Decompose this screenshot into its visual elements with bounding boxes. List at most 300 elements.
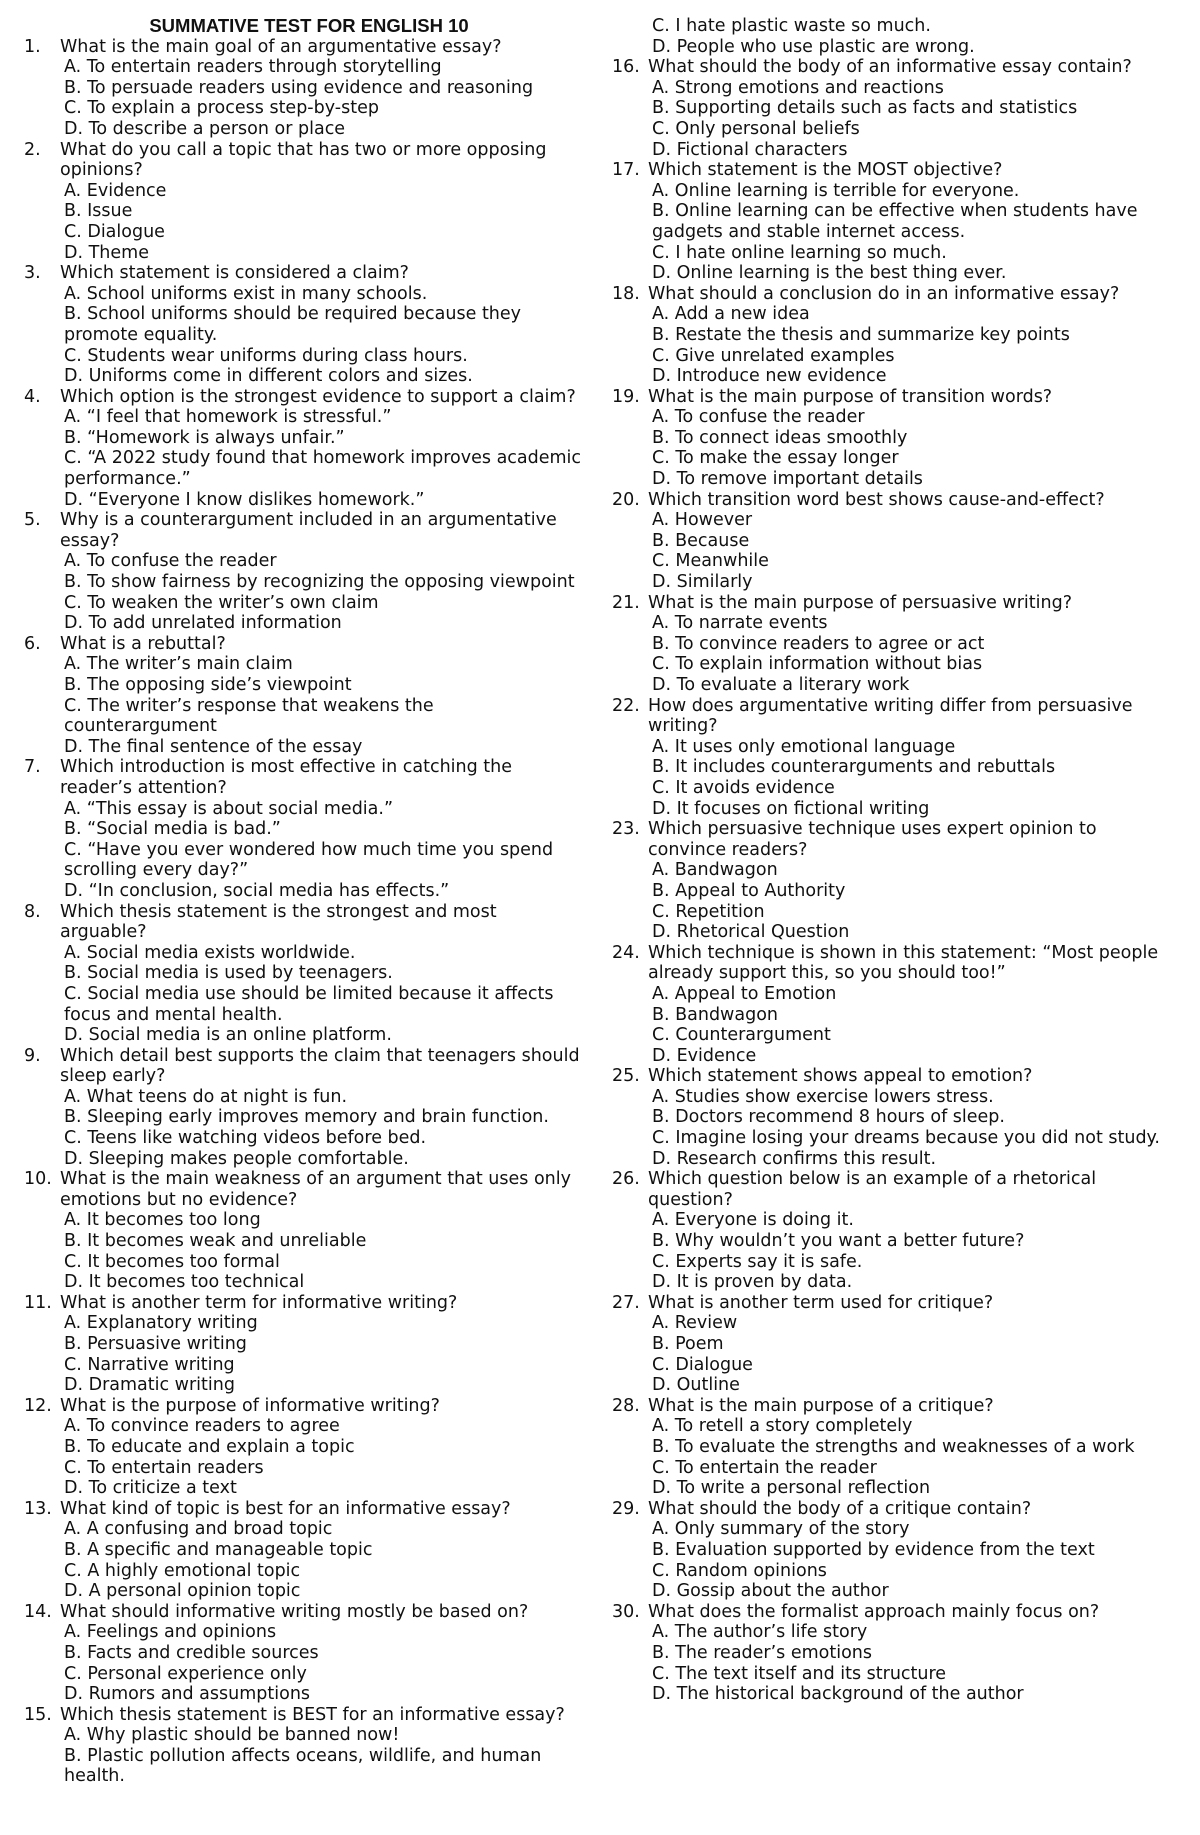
answer-option xyxy=(64,201,594,222)
answer-option-line: A. Studies show exercise lowers stress. xyxy=(652,1086,994,1107)
question-text-line: What should informative writing mostly be based on? xyxy=(60,1601,529,1622)
answer-option xyxy=(64,1540,594,1561)
answer-option-line: A. Add a new idea xyxy=(652,304,810,325)
answer-option-line: C. Dialogue xyxy=(652,1354,753,1375)
answer-option-line: B. Facts and credible sources xyxy=(64,1642,319,1663)
answer-option-line: D. Rhetorical Question xyxy=(652,922,850,943)
answer-option xyxy=(64,593,594,614)
answer-option xyxy=(64,448,594,489)
answer-option-line: C. I hate online learning so much. xyxy=(652,242,947,263)
question-number: 26. xyxy=(612,1169,640,1190)
answer-option xyxy=(64,1725,594,1746)
question-number: 22. xyxy=(612,695,640,716)
answer-option-line: health. xyxy=(64,1766,125,1787)
question-item xyxy=(612,1499,1187,1602)
answer-options xyxy=(612,1416,1187,1498)
question-stem xyxy=(24,1602,594,1623)
answer-option xyxy=(64,1334,594,1355)
question-item xyxy=(612,1293,1187,1396)
answer-option-line: D. To describe a person or place xyxy=(64,118,346,139)
question-text-line: writing? xyxy=(648,716,718,737)
answer-option xyxy=(652,654,1187,675)
answer-option-line: B. Online learning can be effective when students have xyxy=(652,201,1138,222)
answer-options xyxy=(24,1210,594,1292)
answer-option-line: B. “Homework is always unfair.” xyxy=(64,427,345,448)
question-stem xyxy=(24,634,594,655)
question-text-line: What does the formalist approach mainly focus on? xyxy=(648,1601,1100,1622)
answer-option xyxy=(652,1128,1187,1149)
question-item xyxy=(24,1169,594,1293)
answer-option xyxy=(64,1375,594,1396)
question-stem xyxy=(24,1293,594,1314)
question-item xyxy=(612,696,1187,820)
question-text-line: What is another term for informative writing? xyxy=(60,1292,458,1313)
answer-option-line: C. Random opinions xyxy=(652,1560,827,1581)
question-text xyxy=(648,1066,1187,1087)
question-stem xyxy=(24,263,594,284)
answer-option-line: D. Evidence xyxy=(652,1045,757,1066)
answer-option-line: A. Bandwagon xyxy=(652,860,778,881)
question-item xyxy=(24,1396,594,1499)
answer-option-line: D. It becomes too technical xyxy=(64,1272,305,1293)
answer-option xyxy=(652,778,1187,799)
question-stem xyxy=(612,1066,1187,1087)
answer-option-line: A. Feelings and opinions xyxy=(64,1622,277,1643)
answer-option xyxy=(652,984,1187,1005)
question-item xyxy=(612,1169,1187,1293)
answer-option-line: B. A specific and manageable topic xyxy=(64,1539,373,1560)
answer-options xyxy=(24,654,594,757)
answer-option xyxy=(64,1355,594,1376)
answer-option-line: A. Only summary of the story xyxy=(652,1519,910,1540)
answer-option-line: focus and mental health. xyxy=(64,1004,283,1025)
answer-option xyxy=(652,1458,1187,1479)
answer-option xyxy=(652,902,1187,923)
answer-options xyxy=(24,799,594,902)
answer-options xyxy=(612,181,1187,284)
answer-option xyxy=(64,1561,594,1582)
answer-options xyxy=(612,1313,1187,1395)
answer-option-line: counterargument xyxy=(64,716,217,737)
question-item xyxy=(612,284,1187,387)
answer-option-line: A. School uniforms exist in many schools. xyxy=(64,283,428,304)
question-item xyxy=(24,1293,594,1396)
question-text xyxy=(60,1396,594,1417)
answer-option xyxy=(64,654,594,675)
answer-option xyxy=(652,1046,1187,1067)
question-stem xyxy=(612,1499,1187,1520)
answer-option xyxy=(652,448,1187,469)
question-number: 8. xyxy=(24,901,41,922)
question-text-line: What is the purpose of informative writing? xyxy=(60,1395,440,1416)
answer-option-line: D. The final sentence of the essay xyxy=(64,736,363,757)
question-item xyxy=(612,387,1187,490)
answer-option-line: C. Repetition xyxy=(652,901,765,922)
answer-option xyxy=(652,1272,1187,1293)
question-text-line: What is the main purpose of a critique? xyxy=(648,1395,994,1416)
answer-option-line: D. The historical background of the author xyxy=(652,1684,1024,1705)
question-number: 21. xyxy=(612,592,640,613)
answer-option-line: D. “In conclusion, social media has effects.” xyxy=(64,880,450,901)
answer-option-line: promote equality. xyxy=(64,324,218,345)
answer-option-line: B. To connect ideas smoothly xyxy=(652,427,908,448)
question-text-line: Which option is the strongest evidence to support a claim? xyxy=(60,386,576,407)
answer-options xyxy=(24,407,594,510)
question-text-line: What is the main purpose of transition words? xyxy=(648,386,1053,407)
answer-option-line: D. “Everyone I know dislikes homework.” xyxy=(64,489,425,510)
answer-option-line: B. To show fairness by recognizing the opposing viewpoint xyxy=(64,572,575,593)
answer-option xyxy=(652,1540,1187,1561)
answer-option-line: D. It is proven by data. xyxy=(652,1272,853,1293)
answer-option xyxy=(64,1581,594,1602)
answer-option xyxy=(652,1252,1187,1273)
answer-option xyxy=(64,1087,594,1108)
question-text-line: What is another term used for critique? xyxy=(648,1292,994,1313)
question-stem xyxy=(612,387,1187,408)
answer-option xyxy=(652,510,1187,531)
answer-option-line: C. The writer’s response that weakens the xyxy=(64,695,434,716)
answer-option-line: D. Rumors and assumptions xyxy=(64,1684,311,1705)
answer-option-line: B. Why wouldn’t you want a better future? xyxy=(652,1231,1025,1252)
answer-options xyxy=(612,407,1187,489)
question-text-line: How does argumentative writing differ from persuasive xyxy=(648,695,1133,716)
answer-option xyxy=(652,1313,1187,1334)
answer-option xyxy=(64,881,594,902)
answer-option-line: C. “A 2022 study found that homework improves academic xyxy=(64,448,582,469)
answer-option xyxy=(652,304,1187,325)
answer-option xyxy=(64,346,594,367)
question-item xyxy=(24,1602,594,1705)
answer-option xyxy=(652,366,1187,387)
answer-options xyxy=(612,1622,1187,1704)
answer-option xyxy=(64,1025,594,1046)
question-text xyxy=(648,387,1187,408)
question-stem xyxy=(24,1046,594,1087)
question-stem xyxy=(612,284,1187,305)
question-item xyxy=(24,634,594,758)
answer-option-line: B. To educate and explain a topic xyxy=(64,1436,355,1457)
answer-option-line: B. Appeal to Authority xyxy=(652,880,846,901)
answer-option xyxy=(652,1684,1187,1705)
answer-option-line: C. To entertain the reader xyxy=(652,1457,877,1478)
answer-options xyxy=(612,737,1187,819)
question-item xyxy=(24,1046,594,1170)
answer-option-line: D. Research confirms this result. xyxy=(652,1148,937,1169)
question-text-line: convince readers? xyxy=(648,839,808,860)
question-text xyxy=(60,1169,594,1210)
question-text xyxy=(60,634,594,655)
left-column xyxy=(24,16,594,1787)
answer-option xyxy=(652,1375,1187,1396)
question-stem xyxy=(612,696,1187,737)
question-text xyxy=(60,510,594,551)
answer-option-line: D. To add unrelated information xyxy=(64,613,342,634)
answer-option-line: B. To evaluate the strengths and weaknesses of a work xyxy=(652,1436,1135,1457)
answer-option-line: A. Everyone is doing it. xyxy=(652,1210,854,1231)
answer-option xyxy=(64,551,594,572)
answer-option-line: A. Online learning is terrible for everyone. xyxy=(652,180,1020,201)
question-stem xyxy=(24,387,594,408)
question-text-line: What kind of topic is best for an informative essay? xyxy=(60,1498,511,1519)
answer-option xyxy=(64,181,594,202)
question-number: 10. xyxy=(24,1169,52,1190)
answer-option-line: A. Why plastic should be banned now! xyxy=(64,1725,400,1746)
question-stem xyxy=(612,160,1187,181)
answer-option-line: A. A confusing and broad topic xyxy=(64,1519,333,1540)
answer-option xyxy=(64,1643,594,1664)
question-text xyxy=(648,1499,1187,1520)
answer-option-line: D. Introduce new evidence xyxy=(652,366,887,387)
question-number: 9. xyxy=(24,1045,41,1066)
question-text xyxy=(60,140,594,181)
question-text-line: Which persuasive technique uses expert opinion to xyxy=(648,819,1097,840)
question-item xyxy=(24,510,594,634)
answer-option xyxy=(652,428,1187,449)
question-text-line: Which detail best supports the claim that teenagers should xyxy=(60,1045,580,1066)
answer-option xyxy=(64,222,594,243)
answer-option xyxy=(652,1622,1187,1643)
answer-options xyxy=(612,984,1187,1066)
answer-option-line: D. To remove important details xyxy=(652,469,923,490)
question-stem xyxy=(612,57,1187,78)
answer-option xyxy=(652,860,1187,881)
answer-option-line: A. To confuse the reader xyxy=(652,407,865,428)
answer-option-line: B. Social media is used by teenagers. xyxy=(64,963,393,984)
answer-options xyxy=(612,613,1187,695)
question-item xyxy=(24,387,594,511)
answer-option xyxy=(64,1107,594,1128)
right-column xyxy=(612,16,1187,1705)
question-stem xyxy=(612,1169,1187,1210)
answer-option xyxy=(652,1478,1187,1499)
answer-option-line: C. It avoids evidence xyxy=(652,777,835,798)
answer-option-line: B. Doctors recommend 8 hours of sleep. xyxy=(652,1107,1005,1128)
question-text-line: Which technique is shown in this statement: “Most people xyxy=(648,942,1159,963)
question-number: 7. xyxy=(24,757,41,778)
answer-option-line: C. To weaken the writer’s own claim xyxy=(64,592,379,613)
answer-option-line: D. Similarly xyxy=(652,572,753,593)
answer-option: C. I hate plastic waste so much. xyxy=(652,16,931,36)
answer-option xyxy=(64,1458,594,1479)
question-text xyxy=(648,284,1187,305)
answer-option-line: A. Strong emotions and reactions xyxy=(652,77,944,98)
answer-option xyxy=(64,243,594,264)
answer-option xyxy=(64,1622,594,1643)
answer-option xyxy=(652,346,1187,367)
answer-option-line: A. “I feel that homework is stressful.” xyxy=(64,407,392,428)
answer-option-line: D. Social media is an online platform. xyxy=(64,1025,392,1046)
question-text xyxy=(60,1705,594,1726)
answer-option xyxy=(64,963,594,984)
answer-option-line: A. To confuse the reader xyxy=(64,551,277,572)
question-item xyxy=(612,57,1187,160)
answer-options xyxy=(24,1622,594,1704)
answer-option xyxy=(652,1210,1187,1231)
answer-option xyxy=(652,181,1187,202)
question-number: 25. xyxy=(612,1066,640,1087)
question-item xyxy=(24,1705,594,1787)
question-item xyxy=(612,943,1187,1067)
answer-option-line: B. School uniforms should be required because they xyxy=(64,304,522,325)
question-text xyxy=(60,37,594,58)
answer-option xyxy=(64,428,594,449)
question-text xyxy=(648,943,1187,984)
question-number: 15. xyxy=(24,1704,52,1725)
question-text-line: question? xyxy=(648,1189,733,1210)
answer-option-line: A. Explanatory writing xyxy=(64,1313,258,1334)
answer-option xyxy=(652,201,1187,242)
answer-option-line: C. Students wear uniforms during class hours. xyxy=(64,345,468,366)
answer-option xyxy=(652,325,1187,346)
question-text xyxy=(648,160,1187,181)
answer-option xyxy=(64,78,594,99)
question-number: 29. xyxy=(612,1498,640,1519)
answer-option-line: D. Gossip about the author xyxy=(652,1581,889,1602)
question-item xyxy=(24,902,594,1046)
answer-option-line: B. Issue xyxy=(64,201,133,222)
question-text xyxy=(60,1602,594,1623)
answer-option xyxy=(652,737,1187,758)
answer-options xyxy=(24,57,594,139)
answer-option xyxy=(652,1664,1187,1685)
answer-option xyxy=(652,799,1187,820)
answer-options xyxy=(24,284,594,387)
answer-option-line: C. Only personal beliefs xyxy=(652,118,860,139)
question-number: 27. xyxy=(612,1292,640,1313)
answer-option-line: B. Plastic pollution affects oceans, wildlife, and human xyxy=(64,1745,542,1766)
answer-options xyxy=(612,1519,1187,1601)
answer-option xyxy=(652,1355,1187,1376)
question-text xyxy=(648,1602,1187,1623)
answer-option xyxy=(64,1664,594,1685)
answer-option xyxy=(652,119,1187,140)
question-text xyxy=(60,387,594,408)
question-text-line: What should the body of an informative essay contain? xyxy=(648,57,1132,78)
question-text xyxy=(648,490,1187,511)
answer-option-line: D. Sleeping makes people comfortable. xyxy=(64,1148,409,1169)
answer-options xyxy=(24,1416,594,1498)
question-item xyxy=(612,1066,1187,1169)
question-item xyxy=(24,140,594,264)
question-text-line: opinions? xyxy=(60,160,143,181)
answer-option-line: C. To explain a process step-by-step xyxy=(64,98,379,119)
question-stem xyxy=(24,510,594,551)
answer-options xyxy=(612,304,1187,386)
answer-option xyxy=(64,1478,594,1499)
answer-option-line: A. It becomes too long xyxy=(64,1210,261,1231)
question-number: 28. xyxy=(612,1395,640,1416)
question-text-line: Which thesis statement is BEST for an informative essay? xyxy=(60,1704,565,1725)
answer-option xyxy=(652,634,1187,655)
answer-option-line: C. Teens like watching videos before bed. xyxy=(64,1128,427,1149)
answer-options xyxy=(24,1725,594,1787)
question-number: 30. xyxy=(612,1601,640,1622)
answer-option-line: A. It uses only emotional language xyxy=(652,736,956,757)
answer-option xyxy=(652,551,1187,572)
answer-option-line: A. To convince readers to agree xyxy=(64,1416,340,1437)
question-text-line: sleep early? xyxy=(60,1066,166,1087)
answer-option-line: B. Persuasive writing xyxy=(64,1334,247,1354)
answer-option-line: A. Evidence xyxy=(64,180,167,201)
question-item xyxy=(612,1602,1187,1705)
answer-option xyxy=(64,696,594,737)
question-text-line: What is a rebuttal? xyxy=(60,633,226,654)
answer-option xyxy=(652,78,1187,99)
question-text xyxy=(60,263,594,284)
answer-option-line: A. However xyxy=(652,510,753,531)
question-stem xyxy=(612,943,1187,984)
answer-option xyxy=(652,1643,1187,1664)
question-text-line: What should a conclusion do in an informative essay? xyxy=(648,283,1120,304)
question-number: 6. xyxy=(24,633,41,654)
answer-option xyxy=(64,840,594,881)
answer-option-line: B. Restate the thesis and summarize key points xyxy=(652,324,1070,345)
question-number: 14. xyxy=(24,1601,52,1622)
question-stem xyxy=(24,757,594,798)
answer-options xyxy=(24,551,594,633)
question-text xyxy=(648,696,1187,737)
answer-option xyxy=(652,469,1187,490)
question-number: 19. xyxy=(612,386,640,407)
question-item xyxy=(24,757,594,901)
answer-option xyxy=(652,531,1187,552)
answer-options xyxy=(24,181,594,263)
answer-option-line: C. To make the essay longer xyxy=(652,448,899,469)
answer-option xyxy=(64,613,594,634)
answer-option-line: C. Social media use should be limited because it affects xyxy=(64,983,554,1004)
answer-option-line: C. To entertain readers xyxy=(64,1457,264,1478)
question-text-line: emotions but no evidence? xyxy=(60,1189,298,1210)
answer-option-line: A. Review xyxy=(652,1313,738,1334)
answer-option-line: C. Meanwhile xyxy=(652,551,769,572)
answer-option xyxy=(64,675,594,696)
answer-option-line: performance.” xyxy=(64,469,191,490)
answer-option-line: D. To write a personal reflection xyxy=(652,1478,931,1499)
answer-options xyxy=(24,1313,594,1395)
answer-option-line: C. Imagine losing your dreams because you did not study. xyxy=(652,1128,1160,1149)
question-text-line: Which introduction is most effective in catching the xyxy=(60,757,513,778)
question-number: 13. xyxy=(24,1498,52,1519)
answer-options xyxy=(612,510,1187,592)
answer-option-line: D. Uniforms come in different colors and sizes. xyxy=(64,366,473,387)
question-text-line: What is the main weakness of an argument that uses only xyxy=(60,1169,571,1190)
question-text xyxy=(648,819,1187,860)
answer-options xyxy=(612,860,1187,942)
answer-option xyxy=(652,1149,1187,1170)
answer-option-line: C. “Have you ever wondered how much time you spend xyxy=(64,839,554,860)
question-text-line: already support this, so you should too!” xyxy=(648,963,1006,984)
question-stem xyxy=(24,37,594,58)
answer-option: D. People who use plastic are wrong. xyxy=(652,36,975,57)
continued-options xyxy=(612,16,1187,57)
answer-option xyxy=(652,1416,1187,1437)
answer-option-line: A. What teens do at night is fun. xyxy=(64,1086,348,1107)
answer-option-line: C. Give unrelated examples xyxy=(652,345,895,366)
question-item xyxy=(24,37,594,140)
answer-options xyxy=(24,943,594,1046)
answer-option-line: C. Counterargument xyxy=(652,1025,831,1046)
answer-option-line: scrolling every day?” xyxy=(64,860,249,881)
answer-option xyxy=(652,243,1187,264)
answer-option-line: D. Online learning is the best thing ever. xyxy=(652,263,1007,284)
question-stem xyxy=(24,1499,594,1520)
answer-option xyxy=(652,881,1187,902)
answer-option xyxy=(64,98,594,119)
answer-options xyxy=(24,1087,594,1169)
answer-option xyxy=(64,1437,594,1458)
answer-option-line: A. To narrate events xyxy=(652,613,828,634)
question-stem xyxy=(612,490,1187,511)
